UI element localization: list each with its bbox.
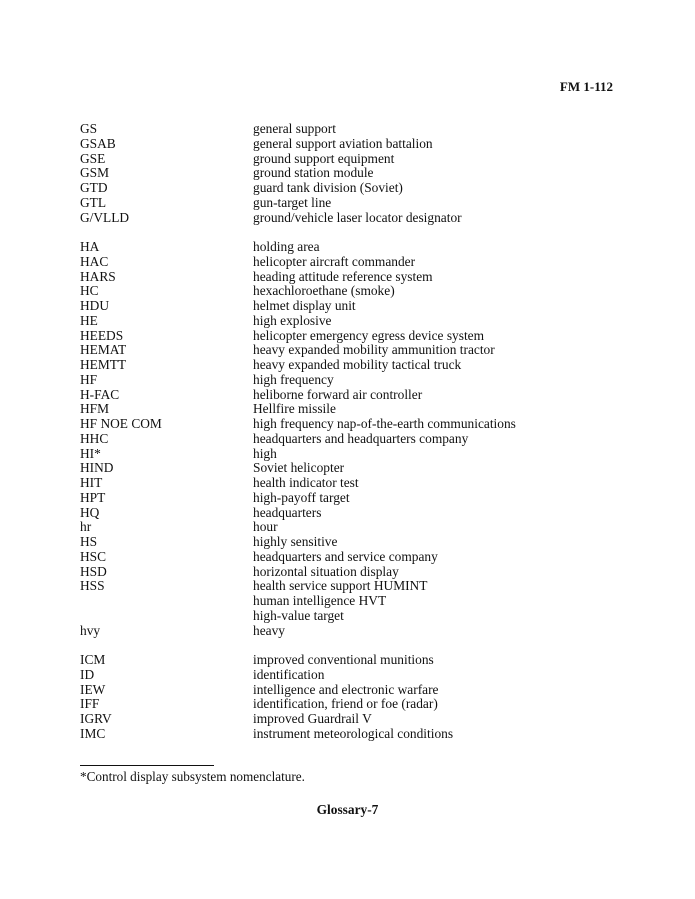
glossary-term: HAC [80, 253, 109, 269]
glossary-term: HDU [80, 298, 110, 313]
glossary-term: IEW [80, 681, 106, 697]
glossary-entry [80, 181, 620, 196]
glossary-definition: hexachloroethane (smoke) [253, 283, 395, 299]
glossary-definition: heavy [253, 622, 285, 638]
glossary-term: HSS [80, 578, 105, 594]
glossary-definition: high frequency nap-of-the-earth communications [253, 416, 516, 431]
glossary-entry [80, 727, 620, 742]
glossary-definition: helicopter aircraft commander [253, 253, 416, 269]
glossary-definition: improved Guardrail V [253, 711, 372, 726]
glossary-entry [80, 284, 620, 299]
glossary-term: HC [80, 283, 99, 299]
glossary-term: IGRV [80, 711, 112, 726]
glossary-term: HA [80, 239, 100, 254]
glossary-entry [80, 476, 620, 491]
glossary-entry [80, 491, 620, 506]
glossary-definition: headquarters and service company [253, 548, 438, 564]
section-gap [80, 638, 620, 653]
glossary-term: HQ [80, 504, 100, 520]
glossary-entry [80, 594, 620, 609]
glossary-term: HIND [80, 460, 114, 476]
glossary-entry [80, 712, 620, 727]
glossary-entry [80, 152, 620, 167]
glossary-term: ICM [80, 652, 106, 667]
glossary-term: GSM [80, 165, 110, 181]
glossary-definition: high-value target [253, 607, 344, 623]
glossary-definition: heavy expanded mobility tactical truck [253, 357, 462, 372]
glossary-term: ID [80, 666, 95, 682]
glossary-term: HHC [80, 430, 109, 446]
glossary-definition: highly sensitive [253, 534, 338, 549]
glossary-entry [80, 255, 620, 270]
glossary-definition: helicopter emergency egress device system [253, 327, 485, 343]
glossary-term [80, 609, 253, 624]
glossary-definition: instrument meteorological conditions [253, 725, 454, 741]
page-header-manual-id: FM 1-112 [559, 79, 613, 94]
glossary-entry [80, 196, 620, 211]
glossary-entry [80, 653, 620, 668]
glossary-entry [80, 373, 620, 388]
glossary-term: HEEDS [80, 327, 124, 343]
glossary-definition: holding area [253, 239, 320, 254]
glossary-term: GSAB [80, 135, 116, 151]
glossary-entry [80, 432, 620, 447]
glossary-definition: intelligence and electronic warfare [253, 681, 439, 697]
glossary-entry [80, 520, 620, 535]
glossary-definition: high [253, 445, 277, 461]
glossary-entry [80, 329, 620, 344]
glossary-entry [80, 299, 620, 314]
glossary-definition: health service support HUMINT [253, 578, 428, 594]
glossary-entry [80, 402, 620, 417]
glossary-term: H-FAC [80, 386, 120, 402]
glossary-term: GS [80, 121, 98, 136]
glossary-term: HSD [80, 563, 107, 579]
glossary-definition: helmet display unit [253, 298, 356, 313]
glossary-entry [80, 166, 620, 181]
section-gap [80, 225, 620, 240]
glossary-entry [80, 565, 620, 580]
glossary-term: HF NOE COM [80, 416, 162, 431]
glossary-definition: health indicator test [253, 475, 359, 490]
glossary-definition: ground/vehicle laser locator designator [253, 209, 462, 225]
glossary-entry [80, 683, 620, 698]
glossary-term: G/VLLD [80, 209, 130, 225]
footnote: *Control display subsystem nomenclature. [80, 769, 305, 784]
glossary-entry [80, 314, 620, 329]
glossary-entry [80, 270, 620, 285]
glossary-definition: general support [253, 121, 336, 136]
glossary-term: hr [80, 519, 92, 535]
glossary-entry [80, 122, 620, 137]
glossary-term: HARS [80, 268, 116, 284]
glossary-definition: guard tank division (Soviet) [253, 180, 403, 195]
glossary-term: HS [80, 534, 98, 549]
glossary-entry [80, 506, 620, 521]
glossary-definition: heliborne forward air controller [253, 386, 423, 402]
glossary-definition: general support aviation battalion [253, 135, 433, 151]
glossary-entry [80, 358, 620, 373]
glossary-entry [80, 550, 620, 565]
glossary-definition: Hellfire missile [253, 401, 336, 417]
glossary-entry [80, 447, 620, 462]
glossary-entry [80, 343, 620, 358]
glossary-term [80, 594, 253, 609]
glossary-definition: gun-target line [253, 194, 332, 210]
glossary-entry [80, 388, 620, 403]
glossary-entry [80, 240, 620, 255]
glossary-term: HEMAT [80, 342, 127, 358]
glossary-definition: high-payoff target [253, 489, 350, 505]
glossary-term: hvy [80, 622, 101, 638]
glossary-definition: human intelligence HVT [253, 593, 387, 608]
page-footer-label: Glossary-7 [316, 802, 379, 817]
glossary-term: IMC [80, 725, 106, 741]
glossary-term: GTL [80, 194, 107, 210]
glossary-definition: ground support equipment [253, 150, 395, 166]
glossary-entry [80, 211, 620, 226]
glossary-definition: hour [253, 519, 278, 535]
glossary-definition: heavy expanded mobility ammunition tractor [253, 342, 495, 358]
glossary-term: HFM [80, 401, 110, 417]
glossary-definition: Soviet helicopter [253, 460, 345, 476]
glossary-term: HF [80, 371, 98, 387]
glossary-definition: improved conventional munitions [253, 652, 434, 667]
glossary-entry [80, 535, 620, 550]
glossary-definition: identification, friend or foe (radar) [253, 696, 438, 712]
glossary-definition: heading attitude reference system [253, 268, 433, 284]
glossary-list [80, 122, 620, 742]
glossary-definition: ground station module [253, 165, 374, 181]
glossary-entry [80, 417, 620, 432]
glossary-definition: headquarters [253, 504, 322, 520]
glossary-term: HEMTT [80, 357, 127, 372]
glossary-definition: identification [253, 666, 325, 682]
glossary-term: GTD [80, 180, 108, 195]
glossary-entry [80, 579, 620, 594]
glossary-term: HSC [80, 548, 107, 564]
glossary-entry [80, 609, 620, 624]
glossary-term: HE [80, 312, 98, 328]
glossary-term: GSE [80, 150, 106, 166]
glossary-term: IFF [80, 696, 100, 712]
glossary-entry [80, 697, 620, 712]
glossary-entry [80, 668, 620, 683]
glossary-definition: headquarters and headquarters company [253, 430, 469, 446]
glossary-definition: high explosive [253, 312, 332, 328]
glossary-entry [80, 461, 620, 476]
glossary-term: HPT [80, 489, 106, 505]
glossary-entry [80, 624, 620, 639]
glossary-definition: high frequency [253, 371, 334, 387]
glossary-term: HI* [80, 445, 101, 461]
glossary-definition: horizontal situation display [253, 563, 399, 579]
glossary-entry [80, 137, 620, 152]
glossary-term: HIT [80, 475, 103, 490]
footnote-divider [80, 765, 214, 766]
